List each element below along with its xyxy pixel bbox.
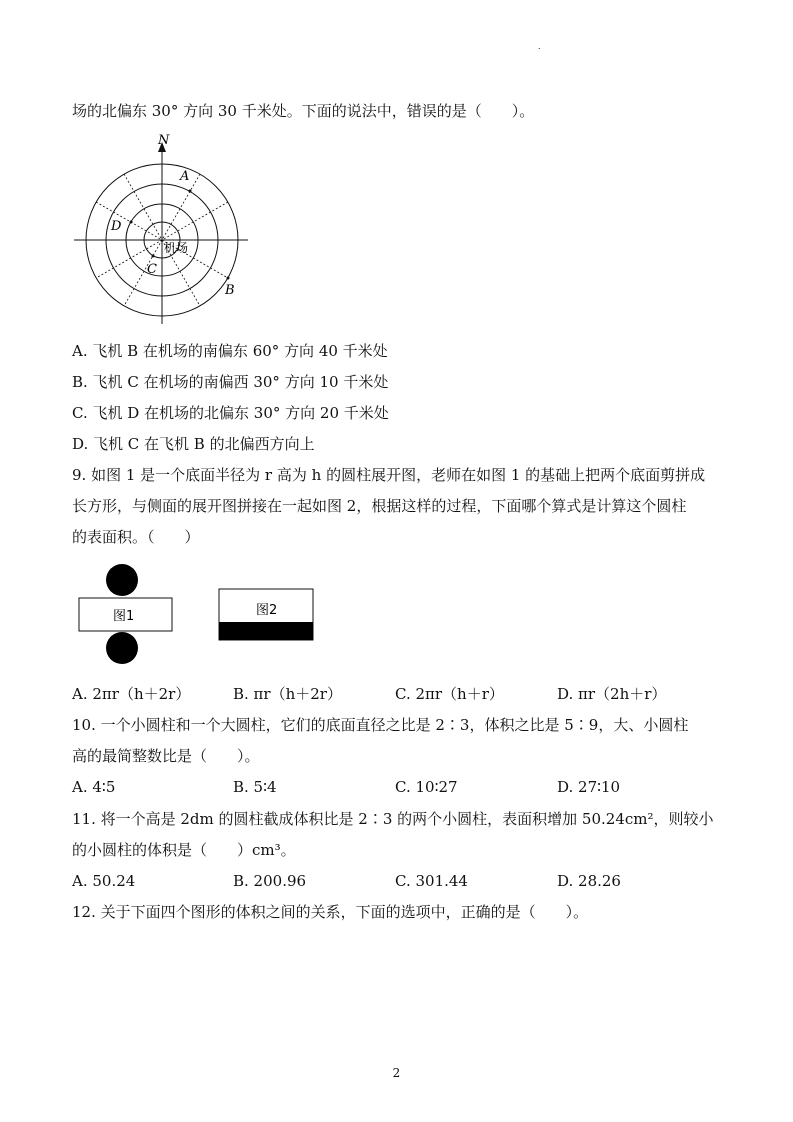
point-c (152, 255, 155, 258)
label-d: D (111, 219, 122, 234)
fig2-label: 图2 (256, 603, 278, 618)
label-b: B (225, 283, 235, 298)
q8-option-d: D. 飞机 C 在飞机 B 的北偏西方向上 (72, 435, 315, 453)
cylinder-net-figure-1 (76, 562, 176, 668)
q8-option-b: B. 飞机 C 在机场的南偏西 30° 方向 10 千米处 (72, 373, 389, 391)
q9-option-c: C. 2πr（h＋r） (395, 685, 504, 703)
q8-option-a: A. 飞机 B 在机场的南偏东 60° 方向 40 千米处 (72, 342, 388, 360)
label-north: N (158, 133, 170, 148)
fig1-label: 图1 (113, 609, 135, 624)
q10-option-b: B. 5∶4 (233, 778, 277, 796)
point-d (130, 221, 133, 224)
q10-option-a: A. 4∶5 (72, 778, 116, 796)
label-a: A (180, 169, 190, 184)
point-b (227, 277, 230, 280)
label-airport: 机场 (164, 241, 189, 255)
q10-line-1: 10. 一个小圆柱和一个大圆柱，它们的底面直径之比是 2∶3，体积之比是 5∶9，大、小圆柱 (72, 716, 689, 734)
bottom-base-disk (106, 632, 138, 664)
q9-line-3: 的表面积。（ ） (72, 528, 200, 546)
q10-option-c: C. 10∶27 (395, 778, 458, 796)
q8-option-c: C. 飞机 D 在机场的北偏东 30° 方向 20 千米处 (72, 404, 389, 422)
bases-strip (219, 622, 313, 640)
q10-line-2: 高的最简整数比是（ ）。 (72, 747, 260, 765)
label-c: C (147, 262, 157, 277)
q10-option-d: D. 27∶10 (557, 778, 621, 796)
q11-line-2: 的小圆柱的体积是（ ）cm³。 (72, 841, 296, 859)
cylinder-net-figure-2 (218, 588, 316, 643)
point-a (189, 190, 192, 193)
q11-line-1: 11. 将一个高是 2dm 的圆柱截成体积比是 2∶3 的两个小圆柱，表面积增加 50.24cm²，则较小 (72, 810, 714, 828)
q9-option-a: A. 2πr（h＋2r） (72, 685, 191, 703)
q11-option-a: A. 50.24 (72, 872, 136, 890)
page-number: 2 (392, 1066, 401, 1080)
q9-option-d: D. πr（2h＋r） (557, 685, 667, 703)
header-dot: . (538, 42, 541, 51)
q9-line-1: 9. 如图 1 是一个底面半径为 r 高为 h 的圆柱展开图，老师在如图 1 的基础上把两个底面剪拼成 (72, 466, 706, 484)
q11-option-d: D. 28.26 (557, 872, 621, 890)
airport-position-diagram (72, 132, 252, 332)
top-base-disk (106, 564, 138, 596)
q11-option-c: C. 301.44 (395, 872, 468, 890)
q9-option-b: B. πr（h＋2r） (233, 685, 342, 703)
q12-line-1: 12. 关于下面四个图形的体积之间的关系，下面的选项中，正确的是（ ）。 (72, 903, 589, 921)
q8-stem-tail: 场的北偏东 30° 方向 30 千米处。下面的说法中，错误的是（ ）。 (72, 102, 535, 120)
q9-line-2: 长方形，与侧面的展开图拼接在一起如图 2，根据这样的过程，下面哪个算式是计算这个圆柱 (72, 497, 687, 515)
q11-option-b: B. 200.96 (233, 872, 307, 890)
